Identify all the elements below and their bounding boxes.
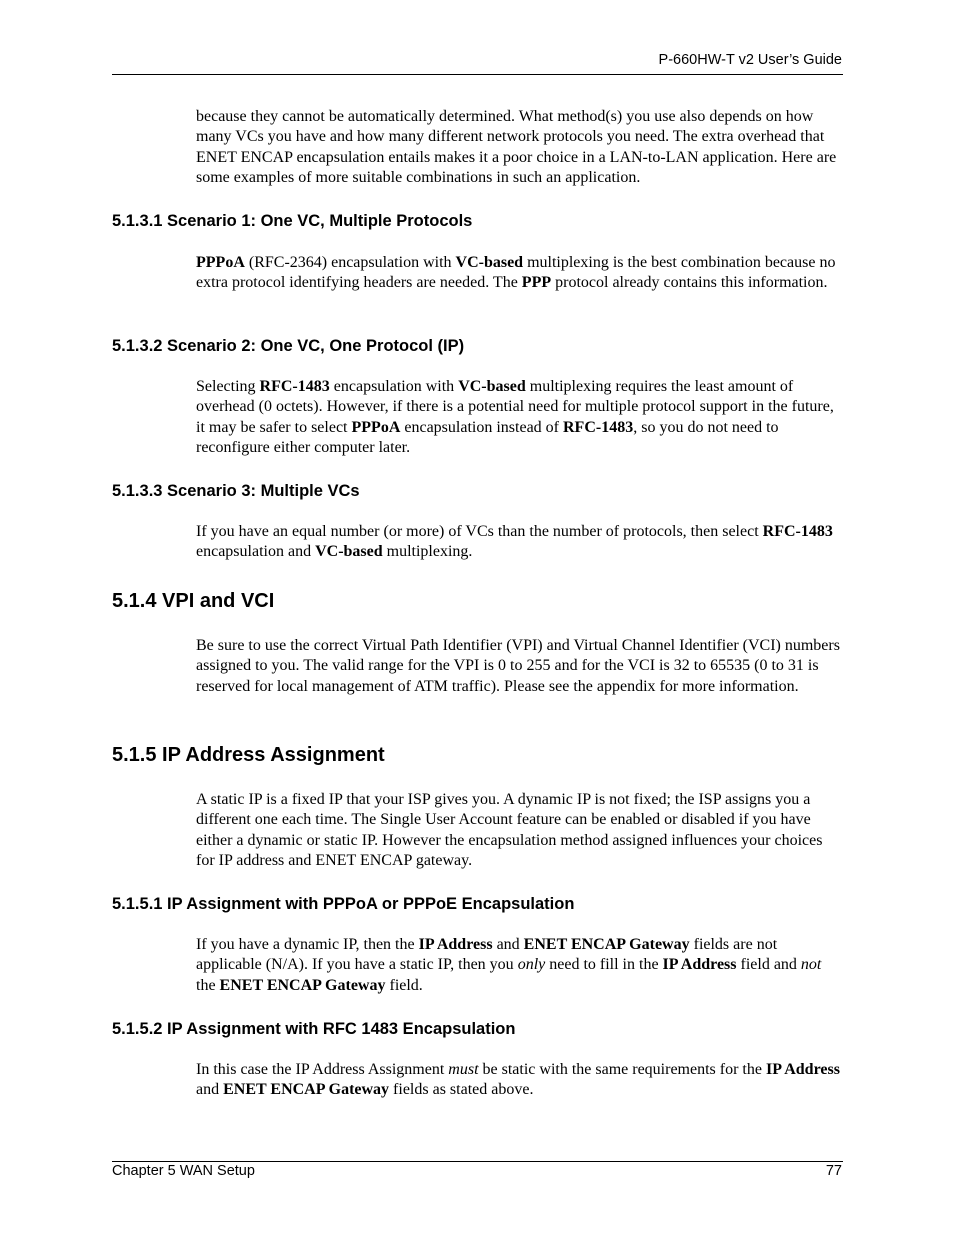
footer-chapter: Chapter 5 WAN Setup <box>112 1163 255 1179</box>
scenario-3-paragraph: If you have an equal number (or more) of VCs than the number of protocols, then select RFC-1483 encapsulation and VC-based multiplexing. <box>196 523 833 561</box>
heading-scenario-3: 5.1.3.3 Scenario 3: Multiple VCs <box>112 482 360 500</box>
running-header-title: P-660HW-T v2 User’s Guide <box>658 52 842 68</box>
footer-divider <box>112 1161 843 1162</box>
scenario-1-paragraph: PPPoA (RFC-2364) encapsulation with VC-based multiplexing is the best combination because no extra protocol identifying headers are needed. The PPP protocol already contains this information. <box>196 254 836 292</box>
scenario-2-paragraph: Selecting RFC-1483 encapsulation with VC-based multiplexing requires the least amount of overhead (0 octets). However, if there is a potential need for multiple protocol support in the future, it may be safer to select PPPoA encapsulation instead of RFC-1483, so you do not need to reconfigure either computer later. <box>196 378 834 456</box>
heading-ip-pppoa-pppoe: 5.1.5.1 IP Assignment with PPPoA or PPPoE Encapsulation <box>112 895 575 913</box>
heading-scenario-2: 5.1.3.2 Scenario 2: One VC, One Protocol (IP) <box>112 337 465 355</box>
ip-address-paragraph: A static IP is a fixed IP that your ISP gives you. A dynamic IP is not fixed; the ISP assigns you a different one each time. The Single User Account feature can be enabled or disabled if you have either a dynamic or static IP. However the encapsulation method assigned influences your choices for IP address and ENET ENCAP gateway. <box>196 791 823 869</box>
ip-pppoa-paragraph: If you have a dynamic IP, then the IP Address and ENET ENCAP Gateway fields are not applicable (N/A). If you have a static IP, then you only need to fill in the IP Address field and not the ENET ENCAP Gateway field. <box>196 936 822 994</box>
heading-scenario-1: 5.1.3.1 Scenario 1: One VC, Multiple Protocols <box>112 212 473 230</box>
heading-ip-address-assignment: 5.1.5 IP Address Assignment <box>112 744 385 766</box>
header-divider <box>112 74 843 75</box>
heading-vpi-vci: 5.1.4 VPI and VCI <box>112 590 275 612</box>
ip-rfc1483-paragraph: In this case the IP Address Assignment must be static with the same requirements for the IP Address and ENET ENCAP Gateway fields as stated above. <box>196 1061 840 1099</box>
intro-paragraph: because they cannot be automatically determined. What method(s) you use also depends on how many VCs you have and how many different network protocols you need. The extra overhead that ENET ENCAP encapsulation entails makes it a poor choice in a LAN-to-LAN application. Here are some examples of more suitable combinations in such an application. <box>196 108 837 186</box>
heading-ip-rfc1483: 5.1.5.2 IP Assignment with RFC 1483 Encapsulation <box>112 1020 516 1038</box>
footer-page-number: 77 <box>825 1163 842 1179</box>
vpi-vci-paragraph: Be sure to use the correct Virtual Path Identifier (VPI) and Virtual Channel Identifier (VCI) numbers assigned to you. The valid range for the VPI is 0 to 255 and for the VCI is 32 to 65535 (0 to 31 is reserved for local management of ATM traffic). Please see the appendix for more information. <box>196 637 840 695</box>
